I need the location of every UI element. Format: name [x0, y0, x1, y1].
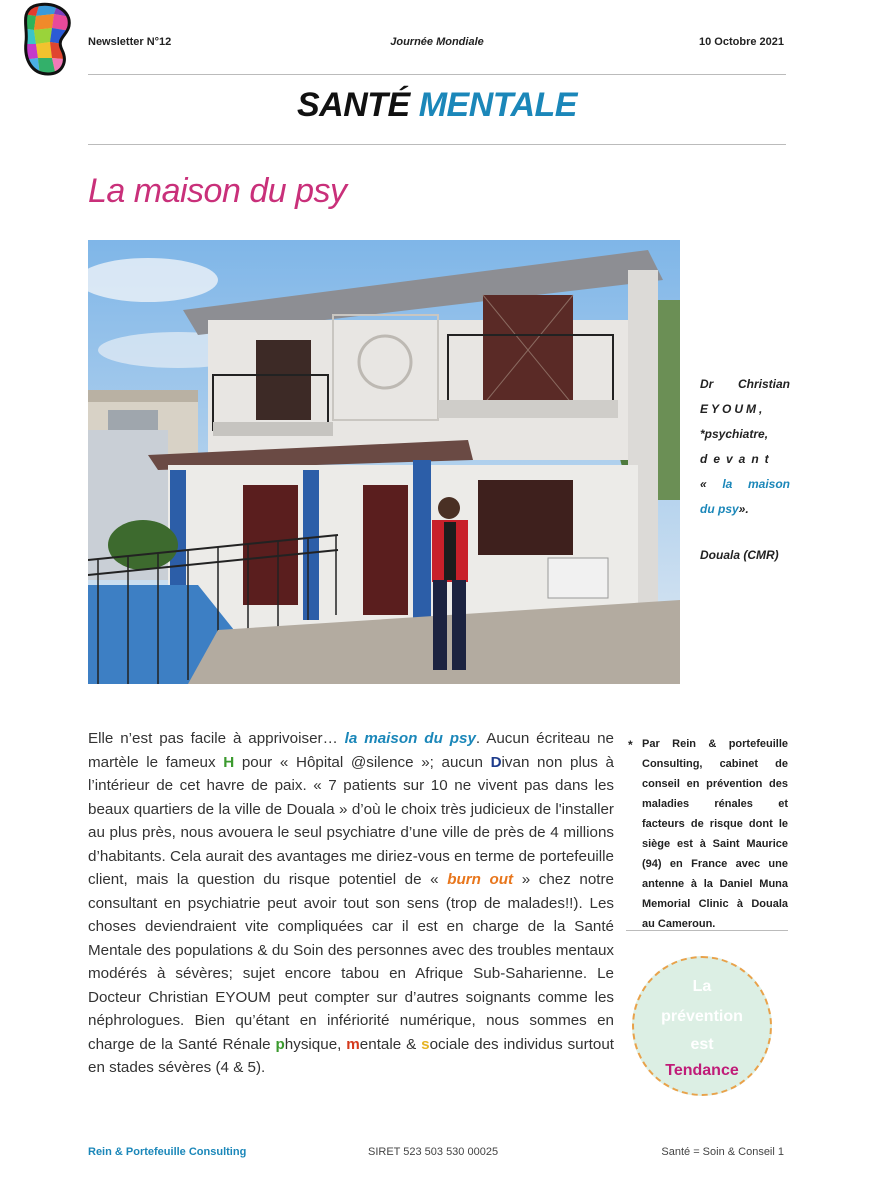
- header-divider: [88, 74, 786, 75]
- footer-page: Santé = Soin & Conseil 1: [661, 1146, 784, 1158]
- body-text: » chez notre consultant en psychiatrie peut avoir tout son sens (trop de malades!!). Les choses deviendraient vite compliquées car il est en charge de la Santé Mentale des populations & du Soin des personnes avec des troubles mentaux modérés à sévères; sujet encore tabou en Afrique Sub-Saharienne. Le Docteur Christian EYOUM peut compter sur d’autres soignants comme les néphrologues. Bien qu’étant en infériorité numérique, nous sommes en charge de la Santé Rénale: [88, 871, 614, 1053]
- body-letter-p: p: [275, 1035, 285, 1053]
- footnote-divider: [626, 930, 788, 931]
- caption-line: Dr Christian: [700, 377, 790, 391]
- badge-line: est: [690, 1036, 714, 1053]
- badge-line: La: [692, 978, 712, 995]
- house-photo: [88, 240, 680, 684]
- photo-caption: [700, 372, 790, 522]
- footer-company: Rein & Portefeuille Consulting: [88, 1146, 247, 1158]
- caption-location: Douala (CMR): [700, 548, 779, 562]
- body-text: hysique,: [284, 1035, 347, 1053]
- title-divider: [88, 144, 786, 145]
- body-text: Elle n’est pas facile à apprivoiser…: [88, 730, 345, 747]
- body-text: . Aucun écriteau ne martèle le fameux: [88, 730, 614, 771]
- body-letter-s: s: [421, 1035, 430, 1053]
- body-text: pour « Hôpital @silence »; aucun: [234, 753, 491, 771]
- body-text: ociale des individus surtout en stades sévères (4 & 5).: [88, 1035, 614, 1076]
- body-letter-h: H: [223, 753, 235, 771]
- title-part-2: MENTALE: [418, 86, 577, 124]
- caption-highlight: du psy: [700, 502, 739, 516]
- article-body: [88, 727, 614, 1080]
- prevention-badge: [632, 956, 772, 1096]
- badge-line: prévention: [661, 1008, 743, 1025]
- body-letter-d: D: [490, 753, 502, 771]
- footer-siret: SIRET 523 503 530 00025: [368, 1146, 499, 1158]
- body-text: entale &: [359, 1035, 422, 1053]
- title-part-1: SANTÉ: [297, 86, 410, 124]
- article-headline: La maison du psy: [88, 172, 347, 210]
- caption-line: *psychiatre,: [700, 427, 769, 441]
- caption-line: EYOUM,: [700, 402, 766, 416]
- newsletter-number: Newsletter N°12: [88, 36, 172, 48]
- badge-line: Tendance: [665, 1062, 739, 1079]
- page-title: [0, 86, 874, 125]
- caption-line: [700, 472, 790, 497]
- event-label: Journée Mondiale: [390, 36, 484, 48]
- footnote-text: Par Rein & portefeuille Consulting, cabinet de conseil en prévention des maladies rénales et facteurs de risque dont le siège est à Saint Maurice (94) en France avec une antenne à la Daniel Muna Memorial Clinic à Douala au Cameroun.: [642, 738, 788, 930]
- caption-line: devant: [700, 452, 775, 466]
- caption-line: [700, 497, 790, 522]
- body-text: ivan non plus à l’intérieur de cet havre de paix. « 7 patients sur 10 ne vivent pas dans les beaux quartiers de la ville de Douala » d’où le choix très judicieux de l'installer au plus près, nous avouera le seul psychiatre d’une ville de près de 4 millions d’habitants. Cela aurait des avantages me diriez-vous en terme de portefeuille client, mais la question du risque potentiel de «: [88, 753, 614, 888]
- caption-highlight: la maison: [722, 477, 790, 491]
- caption-quote-close: ».: [738, 502, 749, 516]
- body-highlight: la maison du psy: [344, 730, 476, 747]
- body-burnout: burn out: [447, 871, 514, 888]
- body-letter-m: m: [346, 1035, 360, 1053]
- footnote-marker: *: [628, 738, 633, 752]
- caption-quote-open: «: [700, 477, 707, 491]
- issue-date: 10 Octobre 2021: [699, 36, 784, 48]
